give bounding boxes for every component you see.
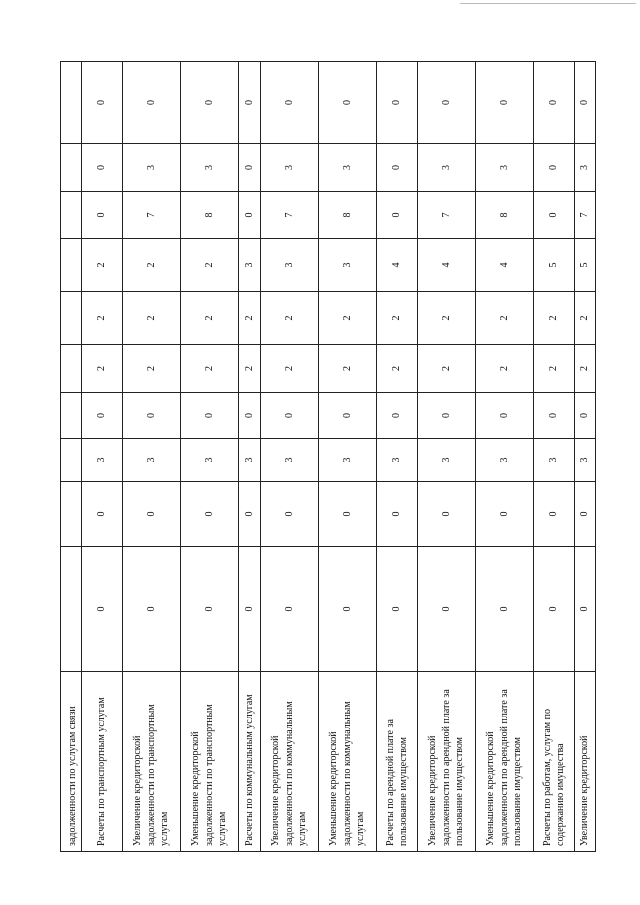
code-cell: 3 xyxy=(319,239,377,292)
row-label: Увеличение кредиторской задолженности по транспортным услугам xyxy=(123,672,181,852)
code-cell: 2 xyxy=(476,292,534,345)
code-cell: 3 xyxy=(261,239,319,292)
code-cell: 3 xyxy=(82,439,123,482)
code-cell: 0 xyxy=(534,144,575,192)
code-cell: 0 xyxy=(181,482,239,547)
code-cell: 0 xyxy=(181,62,239,144)
code-cell: 0 xyxy=(575,62,596,144)
code-cell: 2 xyxy=(181,239,239,292)
code-cell: 0 xyxy=(239,547,261,672)
code-cell xyxy=(61,547,82,672)
row-label: Увеличение кредиторской задолженности по арендной плате за пользование имуществом xyxy=(418,672,476,852)
code-cell: 2 xyxy=(418,345,476,393)
code-cell: 8 xyxy=(319,192,377,239)
code-cell: 3 xyxy=(239,439,261,482)
row-label: Расчеты по работам, услугам по содержанию имущества xyxy=(534,672,575,852)
table-row xyxy=(82,62,123,852)
table-row xyxy=(261,62,319,852)
code-cell: 3 xyxy=(181,144,239,192)
code-cell: 2 xyxy=(82,292,123,345)
code-cell: 0 xyxy=(123,482,181,547)
code-cell: 0 xyxy=(418,482,476,547)
code-cell: 2 xyxy=(319,292,377,345)
table-row xyxy=(476,62,534,852)
code-cell: 2 xyxy=(181,292,239,345)
row-label: Уменьшение кредиторской задолженности по транспортным услугам xyxy=(181,672,239,852)
code-cell: 5 xyxy=(575,239,596,292)
table-row xyxy=(181,62,239,852)
code-cell: 3 xyxy=(123,144,181,192)
code-cell: 3 xyxy=(181,439,239,482)
code-cell: 2 xyxy=(239,292,261,345)
code-cell: 3 xyxy=(261,439,319,482)
code-cell: 0 xyxy=(377,62,418,144)
code-cell: 8 xyxy=(181,192,239,239)
code-cell: 2 xyxy=(82,345,123,393)
code-cell: 2 xyxy=(319,345,377,393)
code-cell: 4 xyxy=(418,239,476,292)
code-cell: 0 xyxy=(181,393,239,439)
code-cell: 0 xyxy=(261,62,319,144)
code-cell xyxy=(61,393,82,439)
code-cell xyxy=(61,192,82,239)
code-cell: 0 xyxy=(319,547,377,672)
code-cell: 0 xyxy=(82,192,123,239)
code-cell: 5 xyxy=(534,239,575,292)
code-cell: 2 xyxy=(418,292,476,345)
code-cell: 2 xyxy=(575,292,596,345)
code-cell: 0 xyxy=(239,144,261,192)
code-cell: 7 xyxy=(418,192,476,239)
code-cell: 0 xyxy=(534,547,575,672)
code-cell: 3 xyxy=(418,439,476,482)
code-cell xyxy=(61,144,82,192)
table-row xyxy=(239,62,261,852)
code-cell: 0 xyxy=(82,144,123,192)
code-cell: 3 xyxy=(534,439,575,482)
code-cell: 0 xyxy=(261,547,319,672)
table-row xyxy=(534,62,575,852)
code-cell: 2 xyxy=(377,292,418,345)
row-label: Расчеты по коммунальным услугам xyxy=(239,672,261,852)
rotated-table-container xyxy=(60,62,595,852)
table-row xyxy=(418,62,476,852)
row-label: задолженности по услугам связи xyxy=(61,672,82,852)
code-cell: 0 xyxy=(575,547,596,672)
code-cell: 0 xyxy=(82,482,123,547)
code-cell: 3 xyxy=(239,239,261,292)
code-cell: 3 xyxy=(261,144,319,192)
table-row xyxy=(61,62,82,852)
code-cell: 0 xyxy=(476,482,534,547)
scan-edge-line xyxy=(460,3,636,4)
code-cell: 0 xyxy=(82,62,123,144)
row-label: Уменьшение кредиторской задолженности по коммунальным услугам xyxy=(319,672,377,852)
code-cell: 2 xyxy=(261,292,319,345)
code-cell: 3 xyxy=(575,439,596,482)
code-cell: 4 xyxy=(476,239,534,292)
row-label: Увеличение кредиторской xyxy=(575,672,596,852)
table-row xyxy=(575,62,596,852)
code-cell: 0 xyxy=(82,547,123,672)
code-cell: 0 xyxy=(575,393,596,439)
code-cell: 0 xyxy=(476,62,534,144)
table-row xyxy=(377,62,418,852)
code-cell: 0 xyxy=(534,482,575,547)
budget-classification-table xyxy=(60,61,596,852)
code-cell: 3 xyxy=(575,144,596,192)
code-cell: 2 xyxy=(181,345,239,393)
code-cell: 0 xyxy=(123,393,181,439)
code-cell: 2 xyxy=(377,345,418,393)
code-cell: 0 xyxy=(418,547,476,672)
row-label: Уменьшение кредиторской задолженности по арендной плате за пользование имуществом xyxy=(476,672,534,852)
code-cell xyxy=(61,439,82,482)
code-cell: 2 xyxy=(123,239,181,292)
table-body xyxy=(61,62,596,852)
code-cell: 0 xyxy=(239,482,261,547)
table-row xyxy=(123,62,181,852)
code-cell: 3 xyxy=(319,144,377,192)
code-cell xyxy=(61,482,82,547)
code-cell: 2 xyxy=(261,345,319,393)
code-cell: 0 xyxy=(534,62,575,144)
code-cell: 0 xyxy=(261,393,319,439)
code-cell: 0 xyxy=(319,482,377,547)
code-cell: 0 xyxy=(239,62,261,144)
code-cell: 0 xyxy=(319,62,377,144)
code-cell: 0 xyxy=(123,547,181,672)
code-cell: 0 xyxy=(476,547,534,672)
code-cell xyxy=(61,345,82,393)
code-cell xyxy=(61,292,82,345)
row-label: Увеличение кредиторской задолженности по коммунальным услугам xyxy=(261,672,319,852)
code-cell xyxy=(61,62,82,144)
code-cell: 0 xyxy=(377,144,418,192)
code-cell: 2 xyxy=(123,345,181,393)
code-cell: 2 xyxy=(476,345,534,393)
rotated-table-area xyxy=(60,62,595,852)
code-cell: 7 xyxy=(261,192,319,239)
code-cell: 0 xyxy=(377,482,418,547)
code-cell: 0 xyxy=(418,62,476,144)
code-cell: 3 xyxy=(319,439,377,482)
code-cell: 0 xyxy=(377,547,418,672)
code-cell: 0 xyxy=(82,393,123,439)
code-cell: 0 xyxy=(476,393,534,439)
code-cell: 0 xyxy=(377,393,418,439)
code-cell: 0 xyxy=(377,192,418,239)
code-cell: 2 xyxy=(123,292,181,345)
code-cell: 2 xyxy=(575,345,596,393)
table-row xyxy=(319,62,377,852)
code-cell: 7 xyxy=(123,192,181,239)
code-cell: 3 xyxy=(123,439,181,482)
code-cell: 3 xyxy=(377,439,418,482)
code-cell: 3 xyxy=(476,144,534,192)
code-cell: 2 xyxy=(82,239,123,292)
code-cell: 0 xyxy=(123,62,181,144)
row-label: Расчеты по транспортным услугам xyxy=(82,672,123,852)
code-cell: 0 xyxy=(418,393,476,439)
code-cell: 3 xyxy=(476,439,534,482)
code-cell: 0 xyxy=(534,393,575,439)
code-cell: 7 xyxy=(575,192,596,239)
code-cell: 0 xyxy=(534,192,575,239)
code-cell: 2 xyxy=(239,345,261,393)
code-cell: 0 xyxy=(239,192,261,239)
code-cell: 2 xyxy=(534,345,575,393)
code-cell: 2 xyxy=(534,292,575,345)
code-cell: 0 xyxy=(319,393,377,439)
code-cell: 0 xyxy=(239,393,261,439)
code-cell: 0 xyxy=(575,482,596,547)
code-cell xyxy=(61,239,82,292)
code-cell: 3 xyxy=(418,144,476,192)
code-cell: 0 xyxy=(261,482,319,547)
row-label: Расчеты по арендной плате за пользование имуществом xyxy=(377,672,418,852)
code-cell: 8 xyxy=(476,192,534,239)
code-cell: 0 xyxy=(181,547,239,672)
code-cell: 4 xyxy=(377,239,418,292)
